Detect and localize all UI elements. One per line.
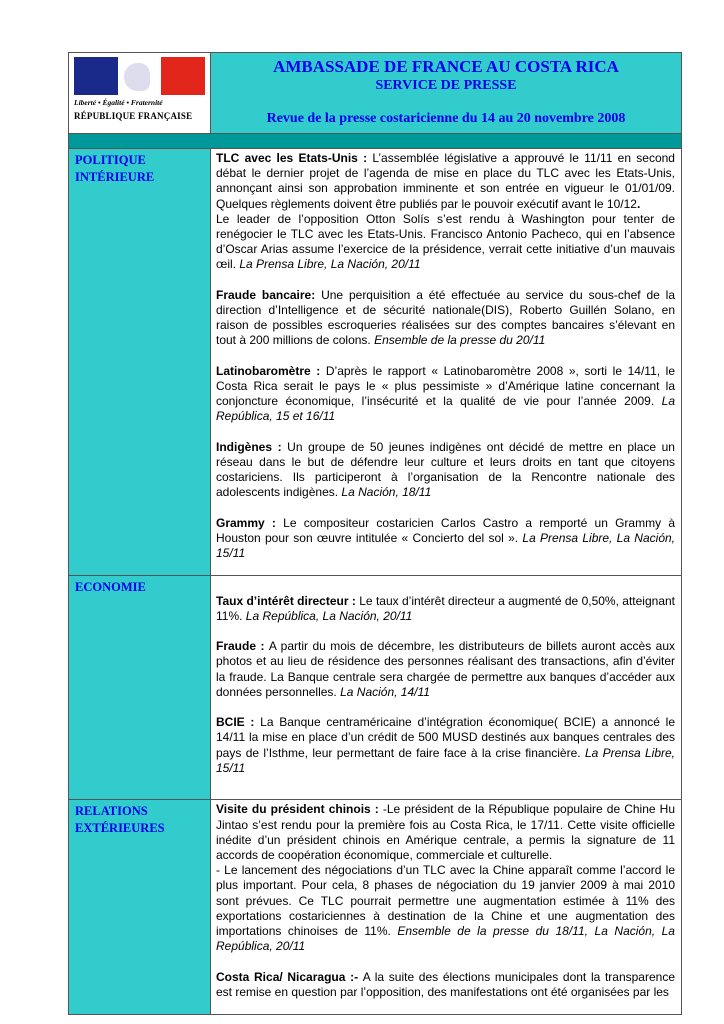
- article-heading: Costa Rica/ Nicaragua :-: [216, 969, 363, 984]
- section-content: [211, 800, 682, 1015]
- article-text: A partir du mois de décembre, les distributeurs de billets auront accès aux photos et au lieu de résidence des personnes réalisant des transactions, afin d’éviter la fraude. La Banque centrale sera chargée de permettre aux banques d’accéder aux données personnelles.: [216, 639, 676, 699]
- article-source: Ensemble de la presse du 18/11, La Nación, La República, 20/11: [216, 924, 675, 954]
- article-text: La Banque centraméricaine d’intégration économique( BCIE) a annoncé le 14/11 la mise en place d’un crédit de 500 MUSD destinés aux banques centrales des pays de l’Isthme, leur permettant de faire face à la crise financière.: [216, 715, 675, 760]
- logo-republic: RÉPUBLIQUE FRANÇAISE: [74, 111, 193, 121]
- header-band: [69, 134, 682, 149]
- article-heading: Visite du président chinois :: [216, 802, 383, 817]
- article-text: Le leader de l’opposition Otton Solís s’est rendu à Washington pour tenter de renégocier le TLC avec les Etats-Unis. Francisco Antonio Pacheco, qui en l’absence d’Oscar Arias assume l’exercice de la présidence, verrait cette initiative d’un mauvais œil.: [216, 211, 675, 272]
- republique-francaise-logo: [74, 57, 205, 133]
- article-source: La Prensa Libre, 15/11: [216, 745, 676, 775]
- article-text: Le compositeur costaricien Carlos Castro a remporté un Grammy à Houston pour son œuvre intitulée « Concierto del sol ».: [216, 515, 675, 546]
- page-subtitle: SERVICE DE PRESSE: [375, 78, 517, 93]
- press-review-table: [68, 52, 682, 1015]
- article-heading: .: [636, 196, 641, 211]
- article-source: Ensemble de la presse du 20/11: [374, 333, 546, 348]
- article: [216, 639, 675, 700]
- article-source: La República, 15 et 16/11: [216, 394, 675, 424]
- article-text: Le taux d’intérêt directeur a augmenté de 0,50%, atteignant 11%.: [216, 593, 676, 623]
- marianne-flag-icon: [74, 57, 205, 95]
- article-text: D’après le rapport « Latinobaromètre 2008 », sorti le 14/11, le Costa Rica serait le pays le « plus pessimiste » d’Amérique latine concernant la conjoncture économique, l’insécurité et la qualité de vie pour l’année 2009.: [216, 363, 675, 409]
- article-heading: Taux d’intérêt directeur :: [216, 593, 360, 608]
- article-heading: TLC avec les Etats-Unis :: [216, 151, 373, 165]
- article-source: La Prensa Libre, La Nación, 15/11: [216, 531, 675, 561]
- article-heading: Grammy :: [216, 515, 284, 530]
- section-row: [69, 149, 682, 576]
- section-row: [69, 800, 682, 1015]
- article: [216, 151, 675, 273]
- article-source: La Prensa Libre, La Nación, 20/11: [239, 257, 421, 272]
- section-row: [69, 576, 682, 800]
- article-source: La Nación, 18/11: [341, 485, 432, 500]
- section-label: RELATIONS EXTÉRIEURES: [69, 800, 211, 1015]
- logo-cell: [69, 53, 211, 134]
- article: [216, 594, 675, 624]
- header-title-cell: [211, 53, 682, 134]
- section-label: POLITIQUE INTÉRIEURE: [69, 149, 211, 576]
- article-heading: Latinobaromètre :: [216, 363, 326, 378]
- review-period: Revue de la presse costaricienne du 14 au 20 novembre 2008: [266, 111, 626, 126]
- article-text: Un groupe de 50 jeunes indigènes ont décidé de mettre en place un réseau dans le but de défendre leur culture et leurs droits en tant que citoyens costariciens. Ils participeront à l’organisation de la Rencontre nationale des adolescents indigènes.: [216, 439, 675, 500]
- article: [216, 970, 675, 1000]
- article-text: Une perquisition a été effectuée au service du sous-chef de la direction d’Intelligence et de sécurité nationale(DIS), Roberto Guillén Solano, en raison de possibles escroqueries réalisées sur des comptes bancaires s’élevant en tout à 200 millions de colons.: [216, 287, 676, 348]
- article-heading: Fraude bancaire:: [216, 287, 322, 302]
- article: [216, 802, 675, 954]
- page-title: AMBASSADE DE FRANCE AU COSTA RICA: [273, 57, 619, 76]
- article: [216, 715, 675, 776]
- logo-motto: Liberté • Égalité • Fraternité: [74, 98, 163, 107]
- article-heading: Indigènes :: [216, 439, 288, 454]
- article: [216, 288, 675, 349]
- section-content: [211, 576, 682, 800]
- article-text: - Le lancement des négociations d’un TLC avec la Chine apparaît comme l’accord le plus important. Pour cela, 8 phases de négociation du 19 janvier 2009 à mai 2010 sont prévues. Ce TLC pourrait permettre une augmentation estimée à 11% des exportations costariciennes à destination de la Chine et une augmentation des importations chinoises de 11%.: [216, 863, 675, 939]
- article-heading: Fraude :: [216, 639, 269, 654]
- article-text: A la suite des élections municipales dont la transparence est remise en question par l’opposition, des manifestations ont été organisées par les: [216, 969, 676, 999]
- article: [216, 440, 675, 501]
- article: [216, 364, 675, 425]
- section-label: ECONOMIE: [69, 576, 211, 800]
- article-source: La República, La Nación, 20/11: [245, 608, 413, 623]
- article-text: L’assemblée législative a approuvé le 11/11 en second débat le dernier projet de l’agenda de mise en place du TLC avec les Etats-Unis, annonçant ainsi son approbation imminente et son entrée en vigueur le 01/01/09. Quelques règlements doivent être publiés par le pouvoir exécutif avant le 10/12: [216, 151, 675, 211]
- article-source: La Nación, 14/11: [340, 684, 430, 699]
- section-content: [211, 149, 682, 576]
- article-heading: BCIE :: [216, 715, 261, 730]
- article: [216, 516, 675, 562]
- article-text: -Le président de la République populaire de Chine Hu Jintao s’est rendu pour la première fois au Costa Rica, le 17/11. Cette visite officielle inédite d’un président chinois en Amérique centrale, a permis la signature de 11 accords de coopération économique, commerciale et culturelle.: [216, 802, 675, 863]
